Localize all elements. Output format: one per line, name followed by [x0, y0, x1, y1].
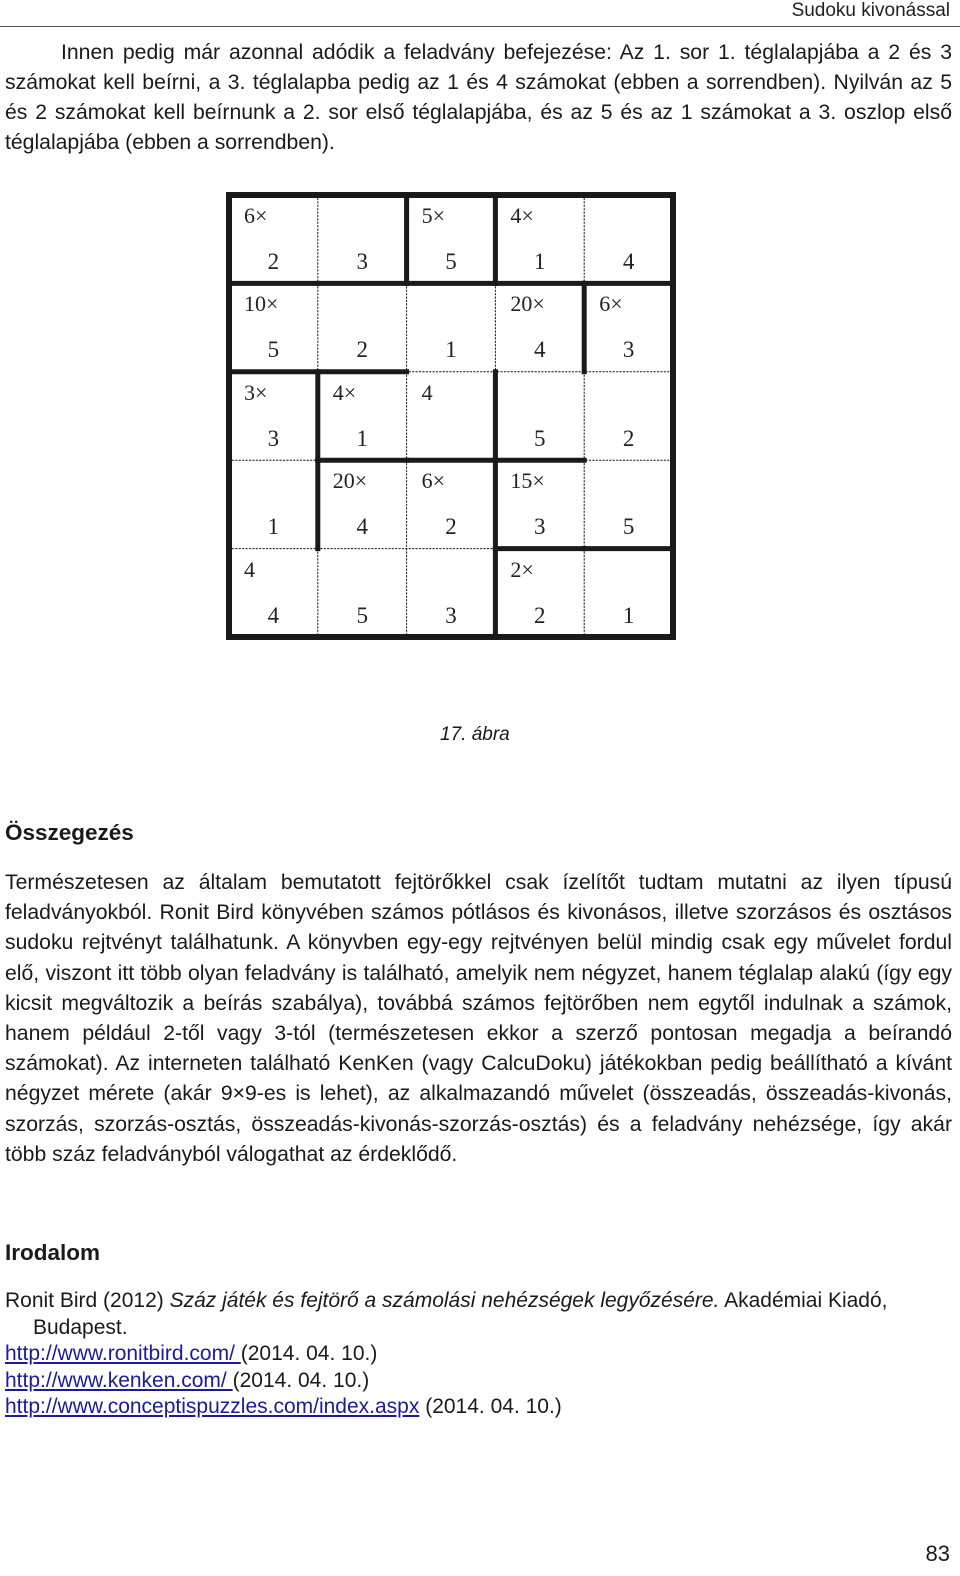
cage-label: 2× [510, 556, 534, 582]
cell-digit: 2 [267, 249, 280, 274]
grid-cell [318, 549, 407, 637]
grid-cell [584, 372, 673, 460]
grid-cell [407, 460, 496, 548]
access-date: (2014. 04. 10.) [419, 1395, 562, 1418]
grid-cell [229, 372, 318, 460]
cell-digit: 3 [445, 602, 457, 628]
cage-label: 20× [510, 291, 545, 317]
page-number: 83 [925, 1541, 950, 1566]
grid-cell [229, 549, 318, 637]
cell-digit: 2 [622, 425, 635, 451]
cage-label: 6× [599, 291, 623, 317]
grid-cell [318, 283, 407, 371]
grid-cell [584, 195, 673, 283]
grid-cell [584, 460, 673, 548]
cage-label: 5× [421, 203, 446, 228]
cell-digit: 2 [356, 337, 368, 363]
cell-digit: 3 [622, 337, 635, 363]
access-date: (2014. 04. 10.) [240, 1342, 378, 1365]
running-header: Sudoku kivonással [791, 0, 950, 21]
access-date: (2014. 04. 10.) [232, 1368, 370, 1392]
grid-cell [407, 549, 496, 637]
cage-label: 4× [332, 379, 357, 405]
cage-label: 6× [421, 468, 446, 494]
cell-digit: 5 [445, 249, 457, 274]
kenken-link[interactable]: http://www.kenken.com/ [5, 1368, 233, 1392]
book-title: Száz játék és fejtörő a számolási nehézségek legyőzésére. [169, 1289, 720, 1312]
references-heading: Irodalom [5, 1240, 101, 1265]
intro-text: Innen pedig már azonnal adódik a feladvány befejezése: Az 1. sor 1. téglalapjába a 2 és 3 számokat kell beírni, a 3. téglalapba pedig az 1 és 4 számokat (ebben a sorrendben). Nyilván az 5 és 2 számokat kell beírnunk a 2. sor első téglalapjába, és az 5 és az 1 számokat a 3. oszlop első téglalapjába (ebben a sorrendben). [5, 41, 952, 154]
cage-label: 4 [421, 379, 433, 405]
cell-digit: 4 [356, 514, 368, 540]
book-publisher: Akadémiai Kiadó, Budapest. [33, 1289, 888, 1339]
cage-label: 3× [244, 379, 268, 405]
grid-cell [495, 195, 584, 283]
cell-digit: 5 [356, 602, 368, 628]
grid-cell [584, 549, 673, 637]
link-reference [5, 1394, 955, 1421]
grid-cell [495, 372, 584, 460]
grid-cell [495, 460, 584, 548]
cell-digit: 5 [534, 425, 546, 451]
cage-label: 4 [244, 556, 255, 582]
figure-caption: 17. ábra [440, 724, 510, 745]
cell-digit: 1 [356, 425, 368, 451]
grid-cell [495, 283, 584, 371]
ronitbird-link[interactable]: http://www.ronitbird.com/ [5, 1342, 241, 1365]
kenken-puzzle-grid [224, 190, 704, 715]
cage-label: 4× [510, 203, 534, 228]
cell-digit: 1 [445, 337, 457, 363]
cell-digit: 2 [445, 514, 457, 540]
grid-cell [229, 460, 318, 548]
book-author: Ronit Bird (2012) [5, 1289, 164, 1312]
summary-paragraph: Természetesen az általam bemutatott fejtörőkkel csak ízelítőt tudtam mutatni az ilyen típusú feladványokból. Ronit Bird könyvében számos pótlásos és kivonásos, illetve szorzásos és osztásos sudoku rejtvényt találhatunk. A könyvben egy-egy rejtvényen belül mindig csak egy művelet fordul elő, viszont itt több olyan feladvány is található, amelyik nem négyzet, hanem téglalap alakú (így egy kicsit megváltozik a beírás szabálya), továbbá számos fejtörőben nem egytől indulnak a számok, hanem például 2-től vagy 3-tól (természetesen ekkor a szerző pontosan megadja a beírandó számokat). Az interneten található KenKen (vagy CalcuDoku) játékokban pedig beállítható a kívánt négyzet mérete (akár 9×9-es is lehet), az alkalmazandó művelet (összeadás, összeadás-kivonás, szorzás, szorzás-osztás, összeadás-kivonás-szorzás-osztás) és a feladvány nehézsége, így akár több száz feladványból válogathat az érdeklődő. [5, 871, 952, 1166]
cage-label: 10× [244, 291, 279, 317]
cage-label: 20× [332, 468, 368, 494]
cell-digit: 1 [622, 602, 635, 628]
book-reference [5, 1288, 955, 1341]
cell-digit: 1 [534, 249, 546, 274]
conceptispuzzles-link[interactable]: http://www.conceptispuzzles.com/index.aspx [5, 1395, 420, 1418]
grid-cell [407, 372, 496, 460]
cell-digit: 3 [267, 425, 280, 451]
grid-cell [584, 283, 673, 371]
link-reference [5, 1368, 955, 1395]
grid-cell [407, 195, 496, 283]
cell-digit: 4 [534, 337, 546, 363]
cell-digit: 4 [267, 602, 280, 628]
cell-digit: 5 [267, 337, 280, 363]
cell-digit: 3 [356, 249, 368, 274]
cell-digit: 2 [534, 602, 546, 628]
intro-paragraph [5, 38, 952, 158]
grid-cell [495, 549, 584, 637]
grid-cell [318, 195, 407, 283]
header-rule [0, 26, 960, 27]
grid-cell [229, 283, 318, 371]
cell-digit: 3 [534, 514, 546, 540]
cage-label: 15× [510, 468, 545, 494]
cage-label: 6× [244, 203, 268, 228]
grid-cell [407, 283, 496, 371]
grid-cell [229, 195, 318, 283]
link-reference [5, 1341, 955, 1368]
cell-digit: 1 [267, 514, 280, 540]
reference-list [5, 1288, 955, 1421]
cell-digit: 5 [622, 514, 635, 540]
summary-heading: Összegezés [5, 820, 134, 845]
grid-cell [318, 372, 407, 460]
grid-cell [318, 460, 407, 548]
cell-digit: 4 [622, 249, 635, 274]
